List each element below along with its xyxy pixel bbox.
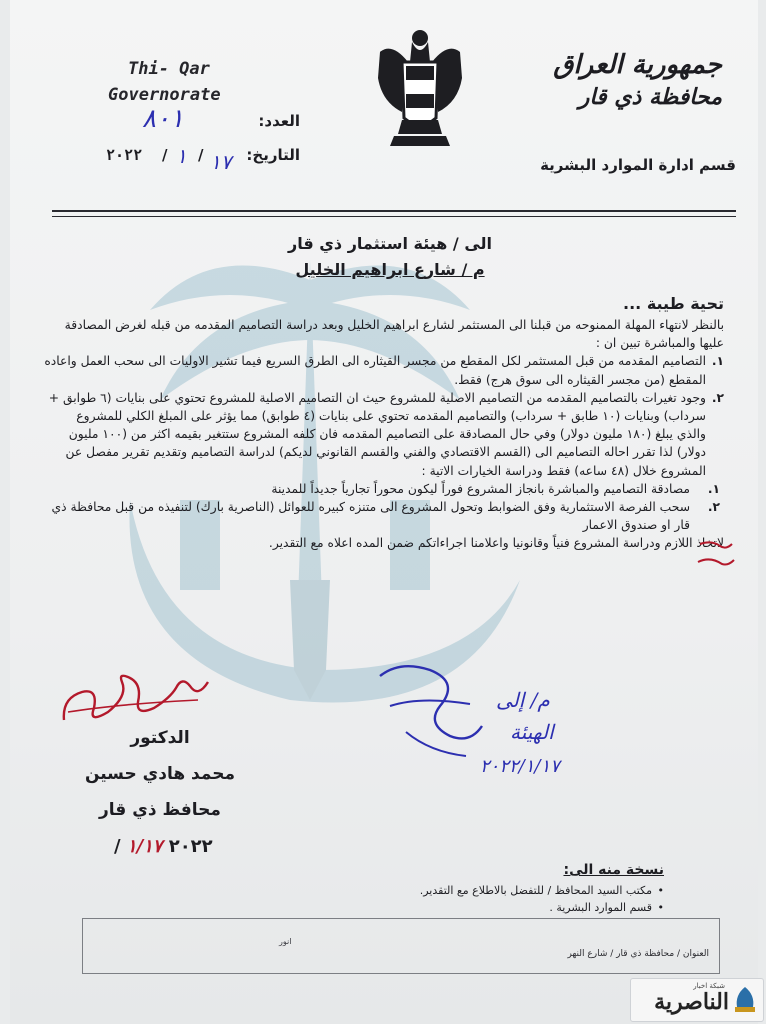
date-label: التاريخ: — [246, 146, 300, 164]
item-1-text: التصاميم المقدمه من قبل المستثمر لكل المقطع من مجسر القيثاره الى الطرق السريع فيما تشير الاوليات الى سحب العمل واعاده المقطع (من مجسر القيثاره الى سوق هرج) فقط. — [44, 354, 706, 387]
reference-number-label: العدد: — [258, 112, 300, 130]
footer-box — [82, 918, 720, 974]
option-2-text: سحب الفرصة الاستثمارية وفق الضوابط وتحول المشروع الى متنزه كبيره للعوائل (الناصرية بارك) لتنفيذه من قبل محافظة ذي قار او صندوق الاعمار — [51, 500, 690, 533]
english-governorate-name — [108, 56, 308, 108]
header-divider — [52, 210, 736, 212]
document-page — [10, 0, 758, 1024]
date-month: ١ — [176, 144, 187, 168]
recipient-line-1: الى / هيئة استثمار ذي قار — [287, 234, 493, 253]
republic-of-iraq-title: جمهورية العراق — [553, 50, 722, 80]
date-year: ٢٠٢٢ — [106, 146, 143, 164]
arabic-header — [553, 48, 722, 112]
footer-address: العنوان / محافظة ذي قار / شارع النهر — [567, 949, 709, 959]
item-2-number: ٢. — [711, 390, 724, 405]
recipient-line-2: م / شارع ابراهيم الخليل — [295, 260, 485, 279]
signature-block — [70, 720, 250, 828]
badge-small-text: شبكة اخبار — [693, 982, 725, 990]
body-intro: بالنظر لانتهاء المهلة الممنوحه من قبلنا الى المستثمر لشارع ابراهيم الخليل وبعد دراسة التصاميم المقدمه من قبله لغرض المصادقة عليها والمباشرة تبين ان : — [64, 318, 724, 351]
annotation-line-2: الهيئة — [510, 720, 554, 744]
footer-clerk: انور — [279, 937, 292, 946]
item-2-text: وجود تغيرات بالتصاميم المقدمه من التصاميم الاصلية للمشروع حيث ان التصاميم الاصلية للمشروع تحتوي على بنايات (٦ طوابق + سرداب) وبنايات (١٠ طابق + سرداب) والتصاميم المقدمه تحتوي على بنايات (٤ طوابق) مما يؤثر على المبلغ الكلي للمشروع والذي يبلغ (١٨٠ مليون دولار) وفي حال المصادقة على التصاميم المقدمه فان كلفه المشروع ستتغير بقيمه اكثر من (١٠٠ مليون دولار) لذا تقرر احاله التصاميم الى (القسم الاقتصادي والفني والقسم القانوني لديكم) لدراسة التصاميم وتقديم تقرير مفصل عن المشروع خلال (٤٨ ساعه) فقط ودراسة الخيارات الاتية : — [48, 390, 706, 478]
signatory-title: الدكتور — [130, 728, 190, 748]
body-item-1 — [44, 352, 724, 388]
body-item-2 — [44, 389, 724, 480]
badge-logo-icon — [731, 985, 759, 1015]
signature-date — [114, 836, 213, 857]
reference-number-row — [130, 104, 300, 142]
governorate-title: محافظة ذي قار — [578, 84, 722, 110]
greeting: تحية طيبة ... — [623, 294, 724, 313]
body-option-2 — [44, 498, 724, 534]
reference-number-value: ٨٠١ — [142, 104, 184, 134]
signature-date-hand: ١/١٧ — [126, 836, 163, 857]
signatory-name: محمد هادي حسين — [84, 764, 236, 784]
option-1-number: ١. — [707, 481, 720, 496]
copies-title: نسخة منه الى: — [563, 862, 664, 878]
copy-item-2: • قسم الموارد البشرية . — [420, 899, 664, 916]
copies-list — [420, 882, 664, 916]
body-closing: لاتخاذ اللازم ودراسة المشروع فنياً وقانونيا واعلامنا اجراءاتكم ضمن المده اعلاه مع التقدير. — [268, 536, 724, 551]
english-line-2: Governorate — [108, 85, 221, 105]
signature-date-print: / ٢٠٢٢ — [114, 836, 213, 857]
news-network-badge — [630, 978, 764, 1022]
body-option-1 — [44, 480, 724, 498]
date-row: التاريخ: ١٧ / ١ / ٢٠٢٢ — [106, 144, 300, 174]
letter-body — [44, 316, 724, 553]
red-tick-marks-icon — [696, 536, 736, 572]
option-1-text: مصادقة التصاميم والمباشرة بانجاز المشروع فوراً ليكون محوراً تجارياً جديداً للمدينة — [271, 481, 690, 496]
iraq-eagle-emblem-icon — [372, 22, 468, 152]
blue-signature-icon — [370, 656, 490, 766]
item-1-number: ١. — [711, 354, 724, 369]
copy-item-1: • مكتب السيد المحافظ / للتفضل بالاطلاع مع التقدير. — [420, 882, 664, 899]
english-line-1: Thi- Qar — [128, 59, 210, 79]
date-day: ١٧ — [210, 150, 232, 174]
header-divider-thin — [52, 216, 736, 217]
badge-big-text: الناصرية — [654, 989, 729, 1015]
annotation-line-1: م/ إلى — [496, 688, 550, 712]
department-name: قسم ادارة الموارد البشرية — [540, 156, 736, 174]
option-2-number: ٢. — [707, 500, 720, 515]
annotation-date: ٢٠٢٢/١/١٧ — [480, 756, 560, 777]
signatory-position: محافظ ذي قار — [99, 800, 221, 820]
